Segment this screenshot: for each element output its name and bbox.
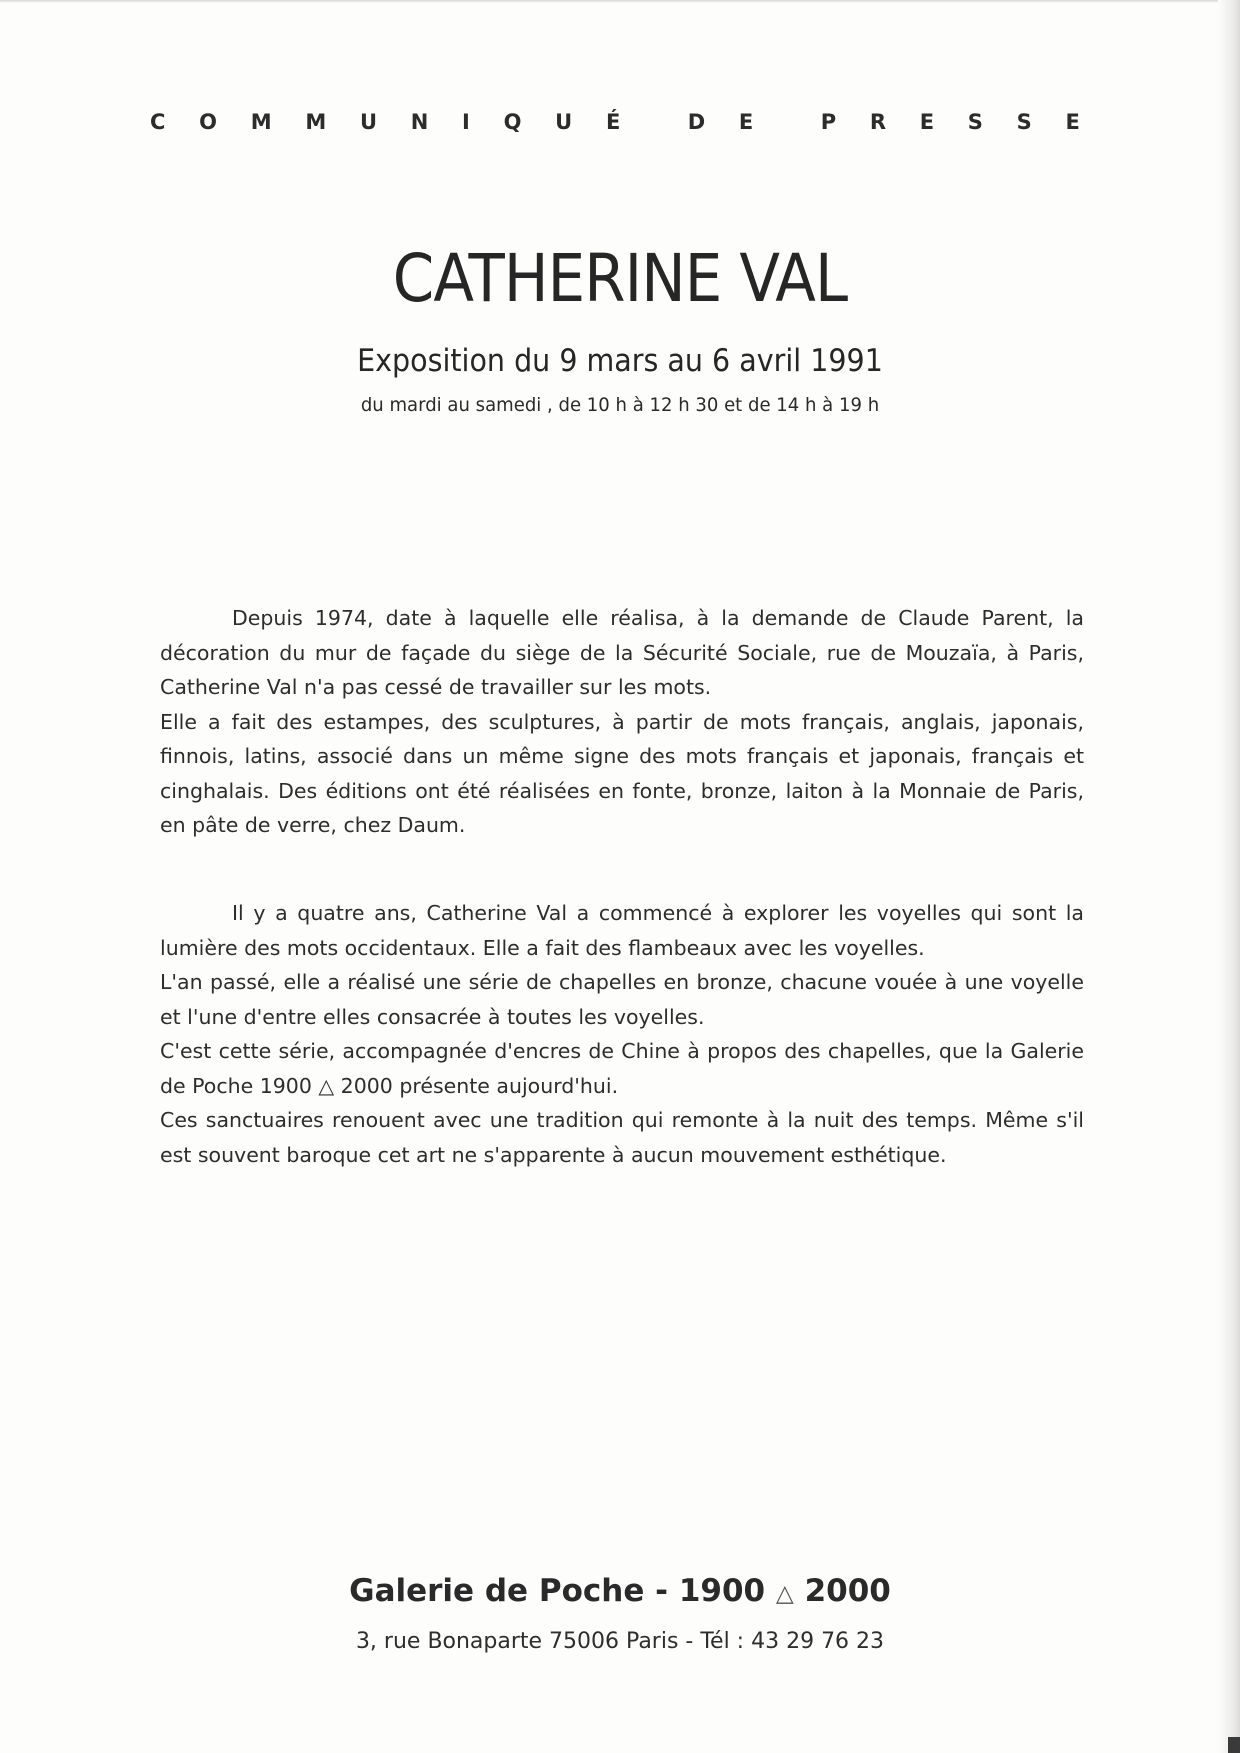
gallery-address: 3, rue Bonaparte 75006 Paris - Tél : 43 29 76 23 bbox=[355, 1629, 885, 1654]
heading-letter: S bbox=[967, 110, 983, 134]
scan-edge-right bbox=[1218, 0, 1240, 1753]
heading-letter: U bbox=[359, 110, 378, 134]
heading-letter: E bbox=[919, 110, 935, 134]
heading-letter: E bbox=[1065, 110, 1080, 134]
heading-letter: U bbox=[555, 110, 573, 134]
heading-letter: C bbox=[150, 110, 166, 134]
gallery-name bbox=[0, 1573, 1240, 1609]
heading-letter: R bbox=[869, 110, 886, 134]
opening-hours: du mardi au samedi , de 10 h à 12 h 30 et de 14 h à 19 h bbox=[360, 394, 880, 416]
body-paragraph-1 bbox=[160, 601, 1084, 843]
press-release-heading bbox=[150, 110, 1080, 134]
body-line: Ces sanctuaires renouent avec une tradition qui remonte à la nuit des temps. Même s'il est souvent baroque cet art ne s'apparente à aucun mouvement esthétique. bbox=[160, 1108, 1084, 1167]
heading-letter: É bbox=[605, 110, 621, 134]
artist-title: CATHERINE VAL bbox=[392, 240, 848, 317]
exhibition-dates: Exposition du 9 mars au 6 avril 1991 bbox=[357, 343, 883, 379]
body-line: Il y a quatre ans, Catherine Val a commencé à explorer les voyelles qui sont la lumière des mots occidentaux. Elle a fait des flambeaux avec les voyelles. bbox=[160, 901, 1084, 960]
heading-letter: D bbox=[687, 110, 706, 134]
body-line: C'est cette série, accompagnée d'encres de Chine à propos des chapelles, que la Galerie de Poche 1900 △ 2000 présente aujourd'hui. bbox=[160, 1039, 1084, 1098]
heading-letter: N bbox=[410, 110, 429, 134]
heading-letter: I bbox=[462, 110, 470, 134]
heading-letter: P bbox=[820, 110, 837, 134]
heading-letter: M bbox=[250, 110, 272, 134]
heading-letter: M bbox=[305, 110, 327, 134]
heading-letter: S bbox=[1016, 110, 1032, 134]
corner-mark bbox=[1228, 1737, 1240, 1753]
body-line: L'an passé, elle a réalisé une série de chapelles en bronze, chacune vouée à une voyelle et l'une d'entre elles consacrée à toutes les voyelles. bbox=[160, 970, 1084, 1029]
body-line: Elle a fait des estampes, des sculptures, à partir de mots français, anglais, japonais, finnois, latins, associé dans un même signe des mots français et japonais, français et cinghalais. Des éditions ont été réalisées en fonte, bronze, laiton à la Monnaie de Paris, en pâte de verre, chez Daum. bbox=[160, 709, 1084, 837]
gallery-name-left: Galerie de Poche - 1900 bbox=[349, 1573, 766, 1609]
body-paragraph-2 bbox=[160, 896, 1084, 1172]
gallery-name-right: 2000 bbox=[804, 1573, 891, 1609]
heading-letter: Q bbox=[503, 110, 522, 134]
heading-letter: E bbox=[738, 110, 754, 134]
heading-letter: O bbox=[199, 110, 217, 134]
body-line: Depuis 1974, date à laquelle elle réalisa, à la demande de Claude Parent, la décoration du mur de façade du siège de la Sécurité Sociale, rue de Mouzaïa, à Paris, Catherine Val n'a pas cessé de travailler sur les mots. bbox=[160, 606, 1084, 699]
scan-edge-top bbox=[0, 0, 1240, 3]
triangle-icon: △ bbox=[775, 1580, 794, 1607]
